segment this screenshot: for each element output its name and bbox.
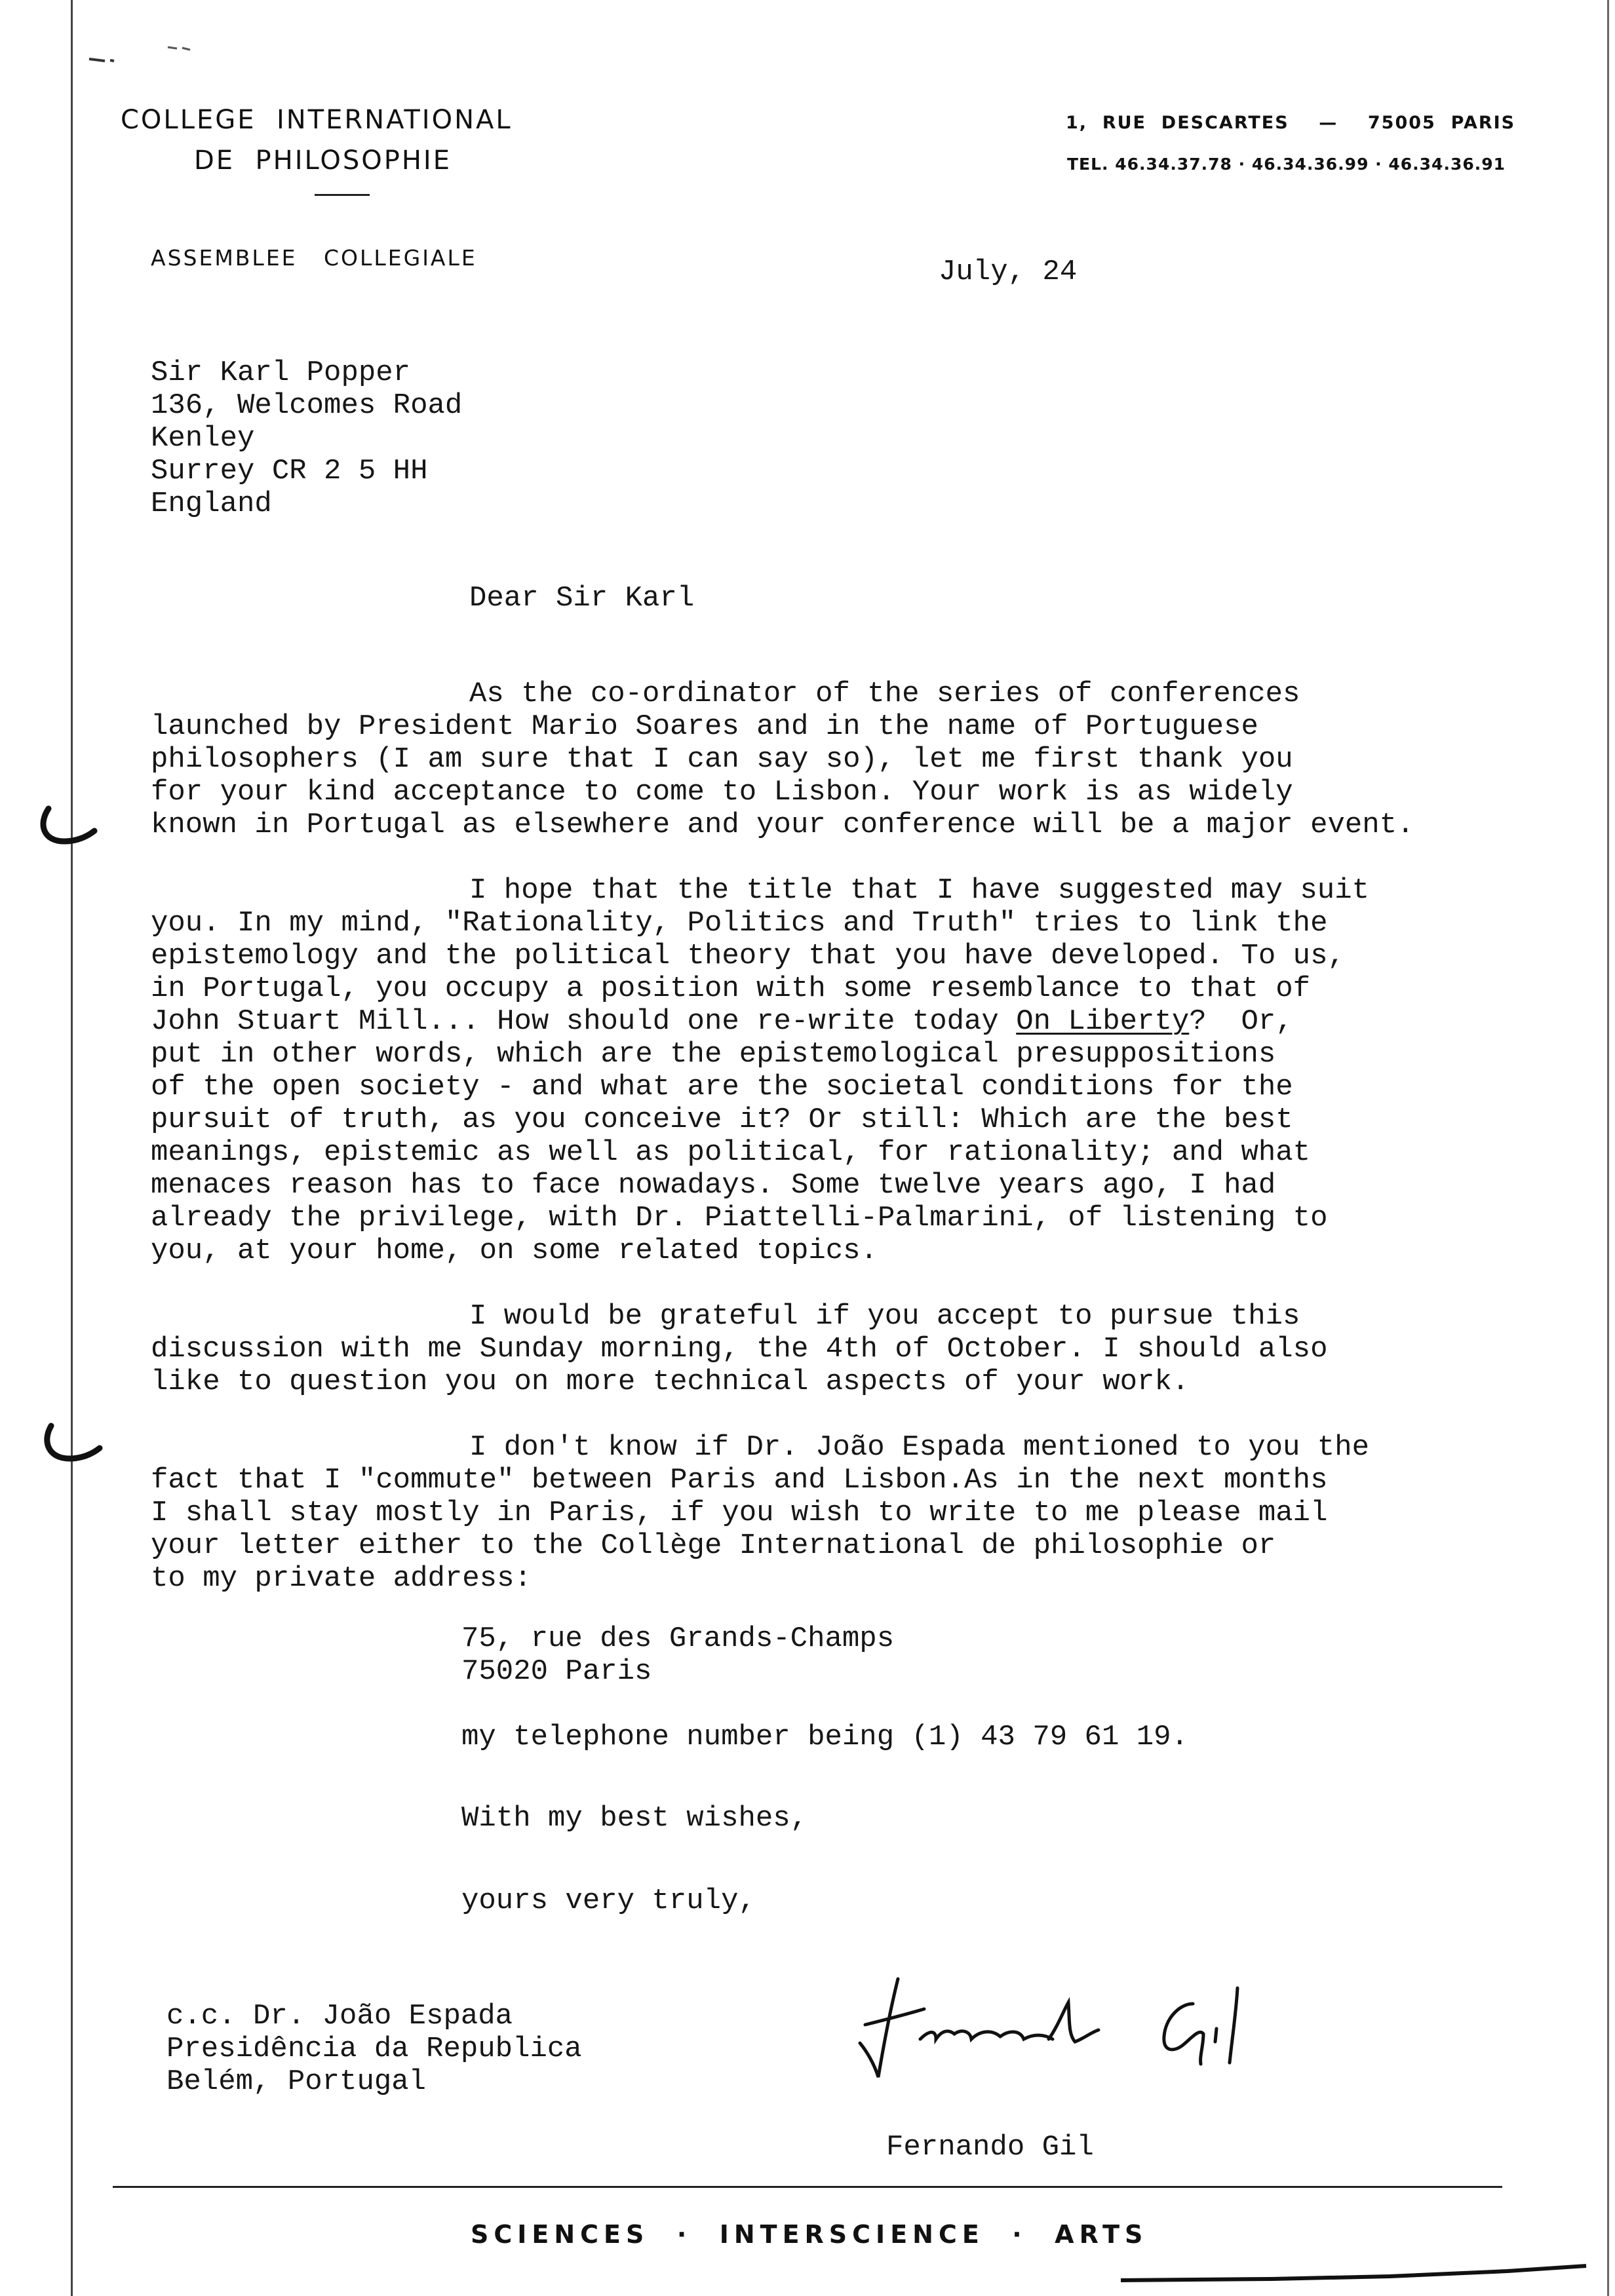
paragraph-line: you. In my mind, "Rationality, Politics and Truth" tries to link the — [151, 907, 1328, 940]
paragraph-line: pursuit of truth, as you conceive it? Or still: Which are the best — [151, 1103, 1293, 1136]
footer-motto: SCIENCES · INTERSCIENCE · ARTS — [471, 2220, 1148, 2249]
paragraph-line: I don't know if Dr. João Espada mentioned to you the — [469, 1431, 1370, 1464]
paragraph-line: launched by President Mario Soares and in the name of Portuguese — [151, 710, 1258, 743]
margin-mark — [37, 1422, 109, 1468]
paragraph-line: I would be grateful if you accept to pursue this — [469, 1300, 1300, 1333]
paragraph-line: I shall stay mostly in Paris, if you wish to write to me please mail — [151, 1497, 1328, 1529]
paragraph-line: known in Portugal as elsewhere and your conference will be a major event. — [151, 809, 1414, 841]
org-name-line2: DE PHILOSOPHIE — [194, 145, 452, 176]
address-line: 75, rue des Grands-Champs — [461, 1622, 895, 1655]
paragraph-line: fact that I "commute" between Paris and Lisbon.As in the next months — [151, 1464, 1328, 1497]
mill-text-end: ? Or, — [1189, 1005, 1293, 1038]
recipient-address — [151, 356, 1580, 520]
paragraph-line: your letter either to the Collège International de philosophie or — [151, 1529, 1276, 1562]
signer-name: Fernando Gil — [886, 2131, 1094, 2164]
department-name: ASSEMBLEE COLLEGIALE — [151, 245, 477, 271]
closing-yours: yours very truly, — [461, 1885, 756, 1917]
letterhead-divider — [315, 194, 370, 196]
cc-block — [166, 2000, 756, 2098]
cc-line: Presidência da Republica — [166, 2033, 582, 2065]
paragraph-line: meanings, epistemic as well as political, for rationality; and what — [151, 1136, 1311, 1169]
letter-date: July, 24 — [939, 256, 1078, 288]
recipient-line: Surrey CR 2 5 HH — [151, 455, 428, 488]
margin-mark — [31, 805, 104, 851]
closing-wishes: With my best wishes, — [461, 1802, 808, 1835]
paragraph-line: you, at your home, on some related topics. — [151, 1234, 878, 1267]
paragraph-3 — [151, 1300, 1580, 1398]
cc-line: Belém, Portugal — [166, 2065, 427, 2098]
paragraph-1 — [151, 678, 1580, 841]
recipient-line: Kenley — [151, 422, 255, 455]
page-edge-line-right — [1607, 0, 1609, 2296]
private-address — [461, 1622, 1379, 1688]
footer-rule — [113, 2186, 1502, 2188]
paragraph-line: put in other words, which are the epistemological presuppositions — [151, 1038, 1276, 1071]
mill-text: John Stuart Mill... How should one re-write today — [151, 1005, 1017, 1038]
book-title-on-liberty: On Liberty — [1016, 1005, 1190, 1038]
recipient-line: England — [151, 488, 272, 520]
scan-mark — [85, 39, 203, 72]
paragraph-4 — [151, 1431, 1580, 1595]
handwritten-signature — [852, 1966, 1298, 2097]
paragraph-line: in Portugal, you occupy a position with some resemblance to that of — [151, 972, 1311, 1005]
paragraph-line: menaces reason has to face nowadays. Some twelve years ago, I had — [151, 1169, 1276, 1202]
paragraph-line: like to question you on more technical aspects of your work. — [151, 1366, 1190, 1398]
recipient-line: Sir Karl Popper — [151, 356, 411, 389]
paragraph-line: epistemology and the political theory that you have developed. To us, — [151, 940, 1345, 972]
paragraph-2 — [151, 874, 1580, 1267]
letterhead-address: 1, RUE DESCARTES — 75005 PARIS — [1066, 113, 1516, 133]
cc-line: c.c. Dr. João Espada — [166, 2000, 513, 2033]
recipient-line: 136, Welcomes Road — [151, 389, 463, 422]
letterhead-telephone: TEL. 46.34.37.78 · 46.34.36.99 · 46.34.36.91 — [1067, 155, 1506, 174]
page-edge-line — [71, 0, 73, 2296]
paragraph-line: I hope that the title that I have suggested may suit — [469, 874, 1370, 907]
paragraph-line: philosophers (I am sure that I can say so), let me first thank you — [151, 743, 1293, 776]
salutation: Dear Sir Karl — [469, 582, 695, 615]
org-name-line1: COLLEGE INTERNATIONAL — [121, 105, 513, 135]
paragraph-line: of the open society - and what are the societal conditions for the — [151, 1071, 1293, 1103]
paragraph-line — [151, 1005, 1580, 1038]
paragraph-line: As the co-ordinator of the series of conferences — [469, 678, 1300, 710]
address-line: 75020 Paris — [461, 1655, 652, 1688]
paragraph-line: discussion with me Sunday morning, the 4th of October. I should also — [151, 1333, 1328, 1366]
paragraph-line: to my private address: — [151, 1562, 532, 1595]
telephone-line: my telephone number being (1) 43 79 61 19. — [461, 1721, 1188, 1753]
paragraph-line: for your kind acceptance to come to Lisbon. Your work is as widely — [151, 776, 1293, 809]
scan-smudge — [1114, 2254, 1599, 2293]
paragraph-line: already the privilege, with Dr. Piattelli-Palmarini, of listening to — [151, 1202, 1328, 1234]
